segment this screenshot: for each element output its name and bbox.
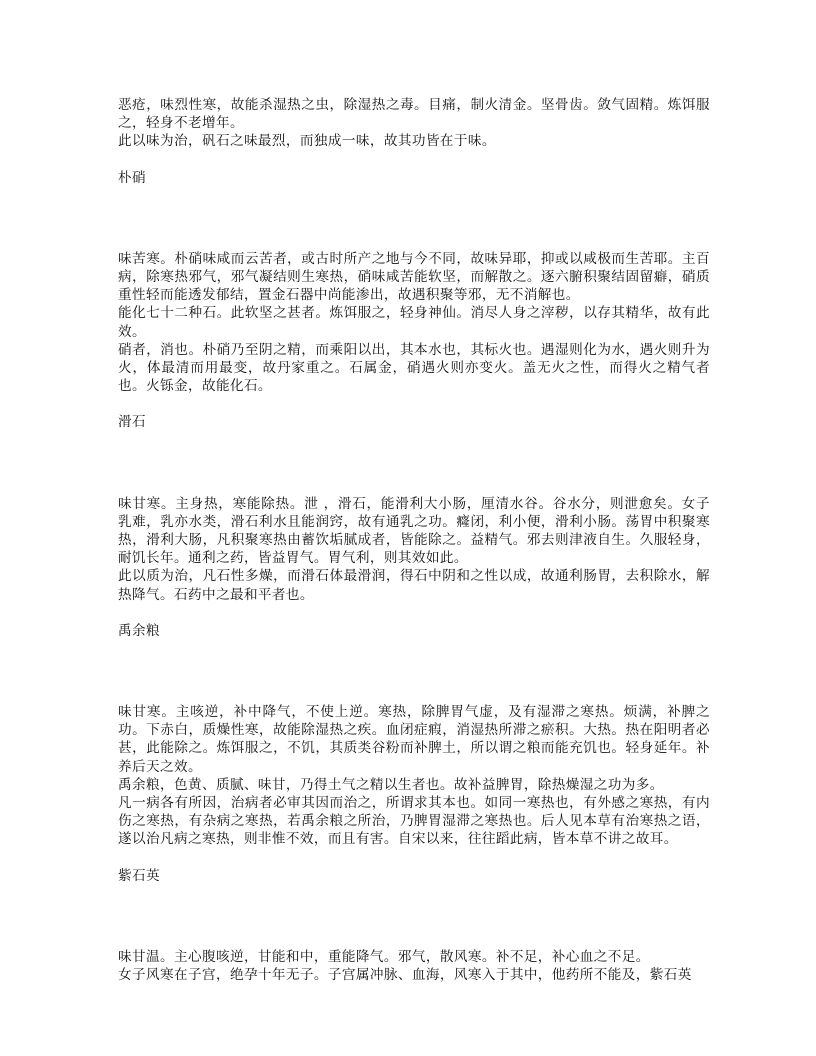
paragraph: 凡一病各有所因，治病者必审其因而治之，所谓求其本也。如同一寒热也，有外感之寒热，有内伤之寒热，有杂病之寒热，若禹余粮之所治，乃脾胃湿滞之寒热也。后人见本草有治寒热之语，遂以治凡病之寒热，则非惟不效，而且有害。自宋以来，往往蹈此病，皆本草不讲之故耳。 xyxy=(118,795,710,848)
section-heading: 禹余粮 xyxy=(118,622,160,639)
document-page xyxy=(118,96,710,984)
paragraph: 禹余粮，色黄、质腻、味甘，乃得土气之精以生者也。故补益脾胃，除热燥湿之功为多。 xyxy=(118,776,664,793)
paragraph: 味苦寒。朴硝味咸而云苦者，或古时所产之地与今不同，故味异耶，抑或以咸极而生苦耶。主百病，除寒热邪气，邪气凝结则生寒热，硝味咸苦能软坚，而解散之。逐六腑积聚结固留癖，硝质重性轻而能透发郁结，置金石器中尚能渗出，故遇积聚等邪，无不消解也。 xyxy=(118,250,710,304)
paragraph: 女子风寒在子宫，绝孕十年无子。子宫属冲脉、血海，风寒入于其中，他药所不能及，紫石英 xyxy=(118,967,692,984)
section-continuation xyxy=(118,96,710,151)
section-puxiao xyxy=(118,151,710,396)
paragraph: 味甘寒。主咳逆，补中降气，不使上逆。寒热，除脾胃气虚，及有湿滞之寒热。烦满，补脾之功。下赤白，质燥性寒，故能除湿热之疾。血闭症瘕，消湿热所滞之瘀积。大热。热在阳明者必甚，此能除之。炼饵服之，不饥，其质类谷粉而补脾土，所以谓之粮而能充饥也。轻身延年。补养后天之效。 xyxy=(118,704,710,775)
section-zishiying xyxy=(118,849,710,985)
section-yuyuliang xyxy=(118,604,710,849)
paragraph: 味甘寒。主身热，寒能除热。泄 ，滑石，能滑利大小肠，厘清水谷。谷水分，则泄愈矣。女子乳难，乳亦水类，滑石利水且能润窍，故有通乳之功。癃闭，利小便，滑利小肠。荡胃中积聚寒热，滑利大肠，凡积聚寒热由蓄饮垢腻成者，皆能除之。益精气。邪去则津液自生。久服轻身，耐饥长年。通利之药，皆益胃气。胃气利，则其效如此。 xyxy=(118,495,710,567)
section-heading: 朴硝 xyxy=(118,169,146,186)
paragraph: 硝者，消也。朴硝乃至阴之精，而乘阳以出，其本水也，其标火也。遇湿则化为水，遇火则升为火，体最清而用最变，故丹家重之。石属金，硝遇火则亦变火。盖无火之性，而得火之精气者也。火铄金，故能化石。 xyxy=(118,341,710,395)
paragraph: 味甘温。主心腹咳逆，甘能和中，重能降气。邪气，散风寒。补不足，补心血之不足。 xyxy=(118,948,650,965)
paragraph: 此以味为治，矾石之味最烈，而独成一味，故其功皆在于味。 xyxy=(118,133,496,150)
section-huashi xyxy=(118,395,710,603)
paragraph: 能化七十二种石。此软坚之甚者。炼饵服之，轻身神仙。消尽人身之滓秽，以存其精华，故有此效。 xyxy=(118,305,710,340)
paragraph: 恶疮，味烈性寒，故能杀湿热之虫，除湿热之毒。目痛，制火清金。坚骨齿。敛气固精。炼饵服之，轻身不老增年。 xyxy=(118,97,710,132)
paragraph: 此以质为治，凡石性多燥，而滑石体最滑润，得石中阴和之性以成，故通利肠胃，去积除水，解热降气。石药中之最和平者也。 xyxy=(118,568,710,603)
section-heading: 滑石 xyxy=(118,414,146,431)
section-heading: 紫石英 xyxy=(118,867,160,884)
